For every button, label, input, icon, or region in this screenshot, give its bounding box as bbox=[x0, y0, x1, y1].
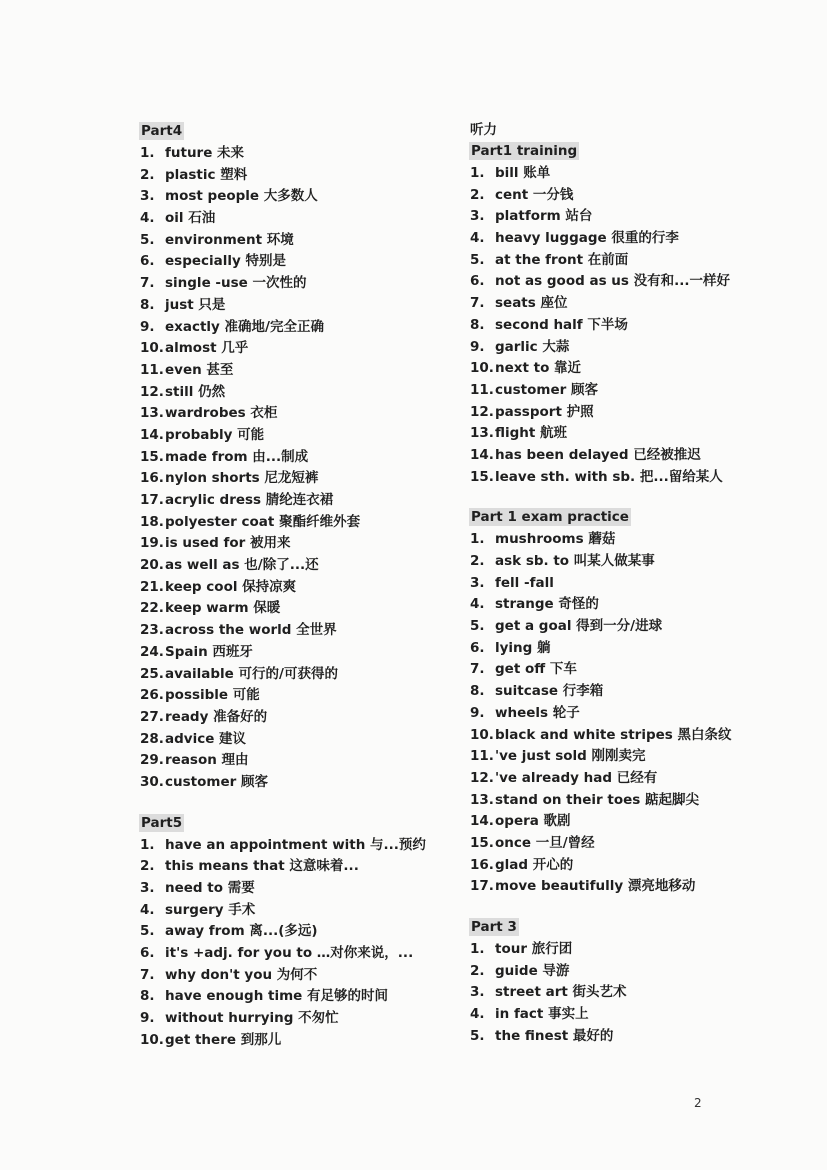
list-item bbox=[470, 315, 810, 337]
item-text: polyester coat 聚酯纤维外套 bbox=[165, 513, 361, 530]
item-text: surgery 手术 bbox=[165, 901, 256, 918]
vocab-list bbox=[470, 163, 810, 488]
section-title: Part 3 bbox=[471, 919, 517, 935]
list-item bbox=[140, 1030, 460, 1052]
list-item bbox=[140, 685, 460, 707]
list-item bbox=[140, 143, 460, 165]
item-number: 8. bbox=[140, 988, 155, 1005]
item-text: fell -fall bbox=[495, 574, 554, 591]
list-item bbox=[140, 295, 460, 317]
vocab-list bbox=[470, 939, 810, 1047]
item-number: 9. bbox=[470, 704, 485, 721]
item-number: 6. bbox=[140, 945, 155, 962]
list-item bbox=[140, 338, 460, 360]
vocab-list bbox=[140, 143, 460, 794]
item-number: 16. bbox=[470, 856, 494, 873]
list-item bbox=[470, 703, 810, 725]
list-item bbox=[140, 382, 460, 404]
vocab-list bbox=[140, 835, 460, 1052]
page-number: 2 bbox=[694, 1096, 702, 1110]
listening-heading: 听力 bbox=[470, 122, 497, 138]
list-item bbox=[140, 468, 460, 490]
item-text: this means that 这意味着... bbox=[165, 858, 359, 875]
item-number: 9. bbox=[140, 1010, 155, 1027]
list-item bbox=[140, 620, 460, 642]
item-text: has been delayed 已经被推迟 bbox=[495, 446, 701, 463]
list-item bbox=[140, 921, 460, 943]
list-item bbox=[140, 360, 460, 382]
item-number: 11. bbox=[470, 381, 494, 398]
item-number: 20. bbox=[140, 557, 164, 574]
item-number: 5. bbox=[470, 251, 485, 268]
item-text: still 仍然 bbox=[165, 383, 226, 400]
item-number: 10. bbox=[140, 340, 164, 357]
item-text: have an appointment with 与...预约 bbox=[165, 836, 426, 853]
list-item bbox=[140, 965, 460, 987]
item-number: 3. bbox=[470, 574, 485, 591]
list-item bbox=[140, 772, 460, 794]
item-number: 12. bbox=[470, 769, 494, 786]
item-number: 13. bbox=[470, 791, 494, 808]
item-number: 14. bbox=[470, 813, 494, 830]
list-item bbox=[140, 642, 460, 664]
list-item bbox=[470, 961, 810, 983]
list-item bbox=[470, 725, 810, 747]
list-item bbox=[470, 833, 810, 855]
list-item bbox=[140, 664, 460, 686]
item-number: 5. bbox=[470, 618, 485, 635]
item-text: in fact 事实上 bbox=[495, 1006, 589, 1023]
item-number: 11. bbox=[470, 748, 494, 765]
item-text: Spain 西班牙 bbox=[165, 643, 253, 660]
item-text: passport 护照 bbox=[495, 403, 594, 420]
list-item bbox=[140, 878, 460, 900]
item-number: 1. bbox=[140, 145, 155, 161]
list-item bbox=[470, 638, 810, 660]
item-text: flight 航班 bbox=[495, 425, 568, 442]
item-number: 5. bbox=[140, 231, 155, 248]
item-number: 24. bbox=[140, 643, 164, 660]
list-item bbox=[140, 856, 460, 878]
item-text: customer 顾客 bbox=[165, 773, 268, 790]
item-text: single -use 一次性的 bbox=[165, 275, 307, 292]
item-text: leave sth. with sb. 把...留给某人 bbox=[495, 468, 723, 485]
section-part3 bbox=[470, 916, 810, 1047]
item-number: 1. bbox=[470, 165, 485, 181]
item-number: 4. bbox=[140, 901, 155, 918]
item-number: 4. bbox=[470, 1006, 485, 1023]
item-number: 7. bbox=[140, 275, 155, 292]
item-number: 15. bbox=[470, 468, 494, 485]
item-number: 6. bbox=[140, 253, 155, 270]
section-part1-exam-practice bbox=[470, 506, 810, 898]
item-number: 8. bbox=[470, 316, 485, 333]
item-text: without hurrying 不匆忙 bbox=[165, 1010, 339, 1027]
item-text: reason 理由 bbox=[165, 752, 249, 769]
item-text: keep warm 保暖 bbox=[165, 600, 281, 617]
list-item bbox=[140, 403, 460, 425]
list-item bbox=[140, 425, 460, 447]
item-number: 13. bbox=[470, 425, 494, 442]
item-number: 15. bbox=[470, 834, 494, 851]
item-text: garlic 大蒜 bbox=[495, 338, 570, 355]
list-item bbox=[140, 273, 460, 295]
item-number: 30. bbox=[140, 773, 164, 790]
item-number: 12. bbox=[470, 403, 494, 420]
item-text: suitcase 行李箱 bbox=[495, 683, 604, 700]
item-text: second half 下半场 bbox=[495, 316, 628, 333]
list-item bbox=[470, 1004, 810, 1026]
item-text: acrylic dress 腈纶连衣裙 bbox=[165, 492, 334, 508]
item-number: 13. bbox=[140, 405, 164, 422]
list-item bbox=[140, 598, 460, 620]
item-text: ready 准备好的 bbox=[165, 708, 268, 725]
item-number: 3. bbox=[470, 984, 485, 1001]
item-number: 7. bbox=[470, 295, 485, 312]
list-item bbox=[140, 165, 460, 187]
list-item bbox=[140, 490, 460, 512]
section-title: Part 1 exam practice bbox=[471, 509, 629, 526]
item-number: 22. bbox=[140, 600, 164, 617]
item-number: 6. bbox=[470, 639, 485, 656]
list-item bbox=[140, 729, 460, 751]
list-item bbox=[140, 208, 460, 230]
item-text: even 甚至 bbox=[165, 361, 234, 378]
item-text: available 可行的/可获得的 bbox=[165, 665, 338, 682]
list-item bbox=[470, 855, 810, 877]
item-text: have enough time 有足够的时间 bbox=[165, 988, 389, 1005]
item-text: black and white stripes 黑白条纹 bbox=[495, 726, 732, 743]
item-number: 7. bbox=[470, 661, 485, 678]
item-number: 14. bbox=[140, 426, 164, 443]
item-text: heavy luggage 很重的行李 bbox=[495, 230, 679, 247]
item-text: mushrooms 蘑菇 bbox=[495, 531, 616, 548]
list-item bbox=[140, 986, 460, 1008]
item-text: exactly 准确地/完全正确 bbox=[165, 318, 324, 335]
right-column bbox=[470, 120, 810, 1065]
item-text: 've already had 已经有 bbox=[495, 769, 658, 786]
item-text: most people 大多数人 bbox=[165, 188, 318, 205]
item-number: 16. bbox=[140, 470, 164, 487]
list-item bbox=[140, 1008, 460, 1030]
item-number: 8. bbox=[470, 683, 485, 700]
list-item bbox=[140, 555, 460, 577]
item-number: 9. bbox=[140, 318, 155, 335]
list-item bbox=[470, 445, 810, 467]
item-text: wardrobes 衣柜 bbox=[165, 405, 278, 422]
item-number: 10. bbox=[140, 1031, 164, 1048]
list-item bbox=[140, 186, 460, 208]
list-item bbox=[140, 577, 460, 599]
list-item bbox=[470, 423, 810, 445]
list-item bbox=[470, 271, 810, 293]
list-item bbox=[470, 768, 810, 790]
item-text: once 一旦/曾经 bbox=[495, 834, 595, 851]
item-text: strange 奇怪的 bbox=[495, 596, 599, 613]
item-text: need to 需要 bbox=[165, 880, 255, 896]
item-text: almost 几乎 bbox=[165, 340, 249, 357]
list-item bbox=[470, 811, 810, 833]
item-number: 17. bbox=[470, 878, 494, 895]
section-title: Part1 training bbox=[471, 143, 578, 159]
item-text: at the front 在前面 bbox=[495, 251, 629, 268]
item-number: 7. bbox=[140, 966, 155, 983]
item-text: it's +adj. for you to …对你来说，... bbox=[165, 945, 414, 962]
item-number: 23. bbox=[140, 622, 164, 639]
item-text: opera 歌剧 bbox=[495, 813, 571, 830]
list-item bbox=[140, 533, 460, 555]
item-text: is used for 被用来 bbox=[165, 535, 291, 552]
item-number: 9. bbox=[470, 338, 485, 355]
vocab-list bbox=[470, 529, 810, 898]
item-text: just 只是 bbox=[165, 296, 226, 313]
item-number: 28. bbox=[140, 730, 164, 747]
list-item bbox=[470, 616, 810, 638]
section-part1-training bbox=[470, 140, 810, 488]
list-item bbox=[470, 228, 810, 250]
item-text: oil 石油 bbox=[165, 210, 216, 227]
list-item bbox=[140, 707, 460, 729]
item-number: 4. bbox=[470, 230, 485, 247]
item-number: 5. bbox=[140, 923, 155, 940]
item-text: get off 下车 bbox=[495, 661, 577, 678]
item-number: 1. bbox=[140, 836, 155, 853]
item-text: environment 环境 bbox=[165, 231, 294, 248]
list-item bbox=[470, 358, 810, 380]
list-item bbox=[470, 529, 810, 551]
item-text: guide 导游 bbox=[495, 962, 570, 979]
item-number: 1. bbox=[470, 531, 485, 548]
list-item bbox=[470, 337, 810, 359]
item-text: probably 可能 bbox=[165, 426, 265, 443]
list-item bbox=[470, 939, 810, 961]
item-text: advice 建议 bbox=[165, 730, 247, 747]
list-item bbox=[470, 746, 810, 768]
list-item bbox=[140, 835, 460, 857]
item-text: as well as 也/除了...还 bbox=[165, 557, 319, 574]
list-item bbox=[470, 402, 810, 424]
item-number: 3. bbox=[470, 208, 485, 225]
item-text: the finest 最好的 bbox=[495, 1027, 614, 1044]
list-item bbox=[140, 900, 460, 922]
left-column bbox=[140, 120, 460, 1070]
list-item bbox=[470, 293, 810, 315]
section-title: Part5 bbox=[141, 814, 183, 831]
list-item bbox=[470, 163, 810, 185]
item-number: 11. bbox=[140, 361, 164, 378]
item-number: 2. bbox=[140, 166, 155, 183]
item-number: 6. bbox=[470, 273, 485, 290]
item-number: 4. bbox=[470, 596, 485, 613]
item-text: nylon shorts 尼龙短裤 bbox=[165, 470, 319, 487]
list-item bbox=[470, 876, 810, 898]
item-number: 2. bbox=[470, 186, 485, 203]
item-text: seats 座位 bbox=[495, 295, 568, 312]
item-text: street art 街头艺术 bbox=[495, 984, 627, 1001]
list-item bbox=[470, 467, 810, 489]
item-number: 5. bbox=[470, 1027, 485, 1044]
item-text: get a goal 得到一分/进球 bbox=[495, 618, 663, 635]
list-item bbox=[140, 230, 460, 252]
list-item bbox=[470, 206, 810, 228]
item-text: glad 开心的 bbox=[495, 856, 574, 873]
item-text: plastic 塑料 bbox=[165, 166, 248, 183]
list-item bbox=[470, 659, 810, 681]
item-number: 15. bbox=[140, 448, 164, 465]
list-item bbox=[470, 250, 810, 272]
list-item bbox=[470, 790, 810, 812]
item-text: bill 账单 bbox=[495, 165, 551, 181]
item-text: customer 顾客 bbox=[495, 381, 598, 398]
list-item bbox=[470, 1026, 810, 1048]
list-item bbox=[470, 185, 810, 207]
list-item bbox=[470, 681, 810, 703]
list-item bbox=[470, 551, 810, 573]
item-text: lying 躺 bbox=[495, 639, 551, 656]
item-number: 2. bbox=[470, 962, 485, 979]
item-text: away from 离...(多远) bbox=[165, 923, 318, 940]
item-text: across the world 全世界 bbox=[165, 622, 337, 639]
item-number: 12. bbox=[140, 383, 164, 400]
list-item bbox=[140, 447, 460, 469]
item-number: 17. bbox=[140, 492, 164, 508]
item-text: future 未来 bbox=[165, 145, 245, 161]
item-text: not as good as us 没有和...一样好 bbox=[495, 273, 731, 290]
item-text: stand on their toes 踮起脚尖 bbox=[495, 791, 699, 808]
item-text: move beautifully 漂亮地移动 bbox=[495, 878, 696, 895]
item-number: 19. bbox=[140, 535, 164, 552]
item-text: why don't you 为何不 bbox=[165, 966, 318, 983]
item-text: next to 靠近 bbox=[495, 360, 582, 377]
item-number: 2. bbox=[470, 553, 485, 569]
item-text: especially 特别是 bbox=[165, 253, 287, 270]
item-text: wheels 轮子 bbox=[495, 704, 580, 721]
item-number: 29. bbox=[140, 752, 164, 769]
item-number: 8. bbox=[140, 296, 155, 313]
item-text: get there 到那儿 bbox=[165, 1031, 282, 1048]
item-text: platform 站台 bbox=[495, 208, 593, 225]
item-number: 18. bbox=[140, 513, 164, 530]
item-number: 1. bbox=[470, 941, 485, 957]
item-number: 21. bbox=[140, 578, 164, 595]
item-number: 3. bbox=[140, 880, 155, 896]
item-number: 27. bbox=[140, 708, 164, 725]
item-text: keep cool 保持凉爽 bbox=[165, 578, 297, 595]
item-number: 3. bbox=[140, 188, 155, 205]
item-text: cent 一分钱 bbox=[495, 186, 574, 203]
item-number: 2. bbox=[140, 858, 155, 875]
item-text: tour 旅行团 bbox=[495, 941, 573, 957]
item-number: 10. bbox=[470, 360, 494, 377]
list-item bbox=[140, 512, 460, 534]
item-number: 25. bbox=[140, 665, 164, 682]
item-number: 4. bbox=[140, 210, 155, 227]
list-item bbox=[140, 251, 460, 273]
section-part5 bbox=[140, 812, 460, 1052]
list-item bbox=[470, 573, 810, 595]
item-number: 26. bbox=[140, 687, 164, 704]
item-text: made from 由...制成 bbox=[165, 448, 309, 465]
list-item bbox=[470, 982, 810, 1004]
item-text: 've just sold 刚刚卖完 bbox=[495, 748, 646, 765]
list-item bbox=[140, 750, 460, 772]
item-text: ask sb. to 叫某人做某事 bbox=[495, 553, 655, 569]
item-number: 14. bbox=[470, 446, 494, 463]
list-item bbox=[140, 317, 460, 339]
list-item bbox=[470, 594, 810, 616]
section-title: Part4 bbox=[141, 123, 183, 139]
item-text: possible 可能 bbox=[165, 687, 260, 704]
section-part4 bbox=[140, 120, 460, 794]
item-number: 10. bbox=[470, 726, 494, 743]
list-item bbox=[470, 380, 810, 402]
list-item bbox=[140, 943, 460, 965]
